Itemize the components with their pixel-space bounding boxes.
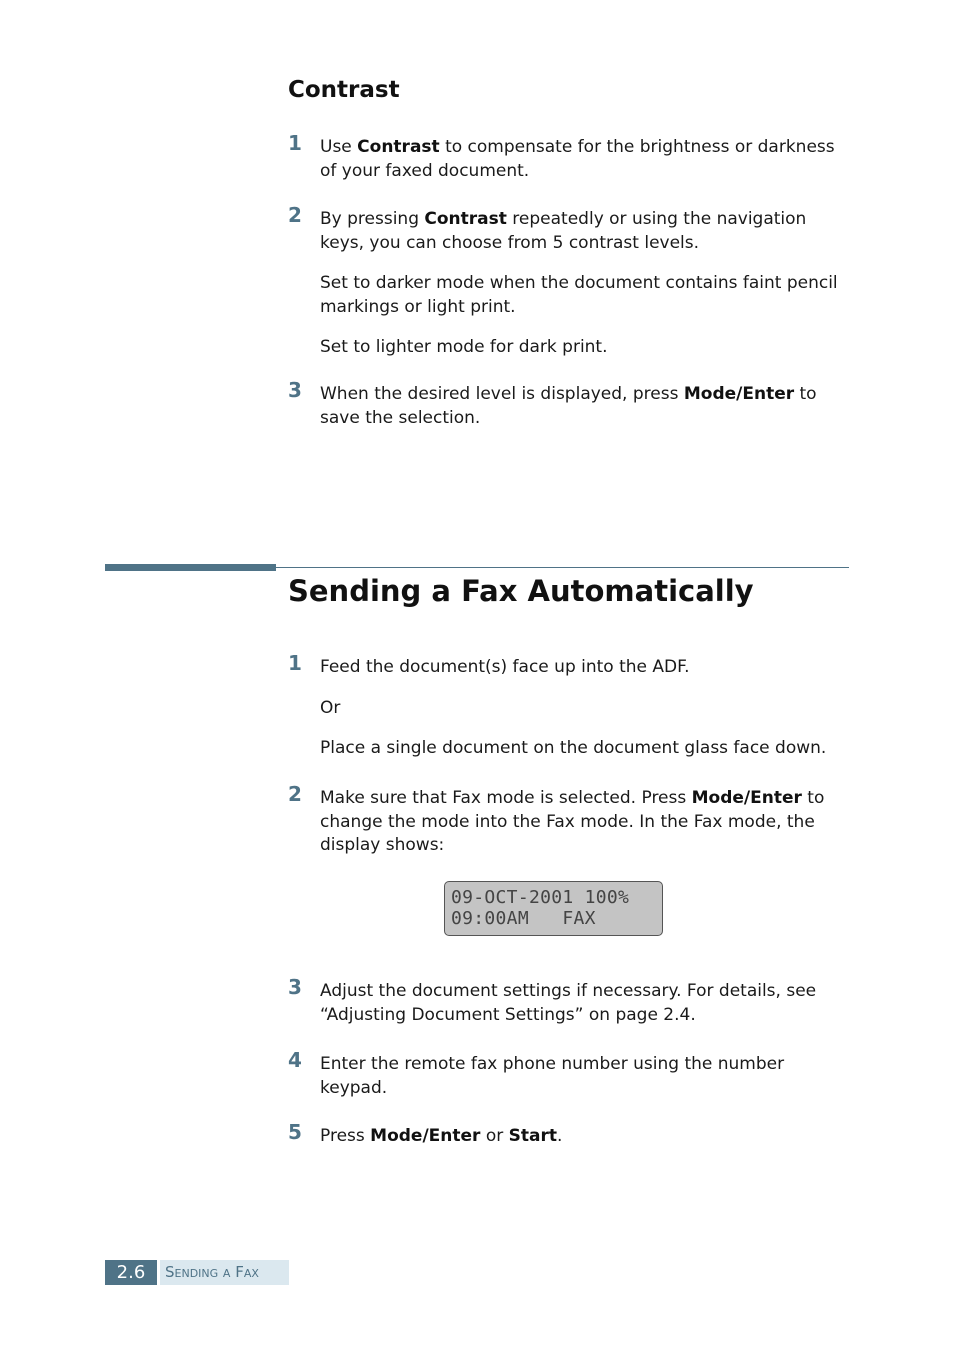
step-text: Adjust the document settings if necessary. For details, see “Adjusting Document Settings” on page 2.4. <box>320 981 817 1025</box>
step-text-or: Or <box>320 697 341 718</box>
lcd-line-1: 09-OCT-2001 100% <box>451 887 630 908</box>
step-text-darker: Set to darker mode when the document contains faint pencil markings or light print. <box>320 273 838 317</box>
step-text: Use Contrast to compensate for the brightness or darkness of your faxed document. <box>320 137 835 181</box>
step-text: By pressing Contrast repeatedly or using the navigation keys, you can choose from 5 contrast levels. <box>320 209 807 253</box>
fax-step-2 <box>288 782 854 858</box>
fax-step-5 <box>288 1120 854 1149</box>
contrast-step-1 <box>288 131 854 183</box>
step-text: Feed the document(s) face up into the ADF. <box>320 657 690 677</box>
section-title-fax-automatically: Sending a Fax Automatically <box>288 574 754 608</box>
lcd-line-2: 09:00AM FAX <box>451 908 596 929</box>
fax-step-3 <box>288 975 854 1027</box>
fax-step-1 <box>288 651 854 761</box>
lcd-display <box>444 881 663 936</box>
step-text: When the desired level is displayed, press Mode/Enter to save the selection. <box>320 384 817 428</box>
step-number: 2 <box>288 782 302 806</box>
footer-page-number: 2.6 <box>105 1260 157 1285</box>
section-divider-line <box>276 567 849 568</box>
contrast-step-3 <box>288 378 854 430</box>
step-text: Make sure that Fax mode is selected. Press Mode/Enter to change the mode into the Fax mode. In the Fax mode, the display shows: <box>320 788 825 855</box>
step-number: 3 <box>288 975 302 999</box>
fax-step-4 <box>288 1048 854 1100</box>
step-text-lighter: Set to lighter mode for dark print. <box>320 337 608 357</box>
step-number: 3 <box>288 378 302 402</box>
step-number: 2 <box>288 203 302 227</box>
step-number: 1 <box>288 131 302 155</box>
step-number: 5 <box>288 1120 302 1144</box>
step-number: 4 <box>288 1048 302 1072</box>
step-text: Press Mode/Enter or Start. <box>320 1126 563 1146</box>
footer-chapter-label: Sending a Fax <box>160 1260 289 1285</box>
step-number: 1 <box>288 651 302 675</box>
section-divider-bar <box>105 564 276 571</box>
contrast-step-2 <box>288 203 854 360</box>
section-title-contrast: Contrast <box>288 77 400 103</box>
step-text: Enter the remote fax phone number using the number keypad. <box>320 1054 785 1098</box>
step-text-glass: Place a single document on the document glass face down. <box>320 738 827 758</box>
